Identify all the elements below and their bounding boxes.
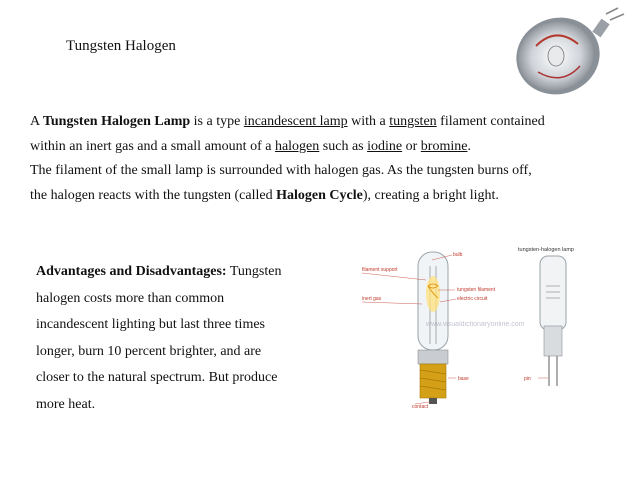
advantages-line-5: closer to the natural spectrum. But produce [36, 370, 278, 385]
halogen-reflector-lamp-image [506, 6, 632, 101]
term-tungsten-halogen-lamp: Tungsten Halogen Lamp [42, 114, 191, 129]
advantages-line-6: more heat. [36, 396, 96, 412]
advantages-line-3: incandescent lighting but last three times [36, 317, 265, 332]
intro-line-4: the halogen reacts with the tungsten (called Halogen Cycle), creating a bright light. [30, 187, 499, 203]
advantages-line-1: Advantages and Disadvantages: Tungsten [36, 264, 282, 279]
link-incandescent-lamp[interactable]: incandescent lamp [243, 114, 348, 129]
diagram-title: tungsten-halogen lamp [518, 247, 574, 253]
label-filament-support: filament support [362, 267, 398, 273]
label-inert-gas: inert gas [362, 296, 382, 302]
advantages-line-2: halogen costs more than common [36, 290, 225, 306]
label-electric-circuit: electric circuit [457, 296, 488, 302]
link-iodine[interactable]: iodine [367, 138, 403, 154]
advantages-paragraph [36, 259, 336, 418]
watermark: www.visualdictionaryonline.com [426, 321, 525, 328]
intro-line-2: within an inert gas and a small amount of a halogen such as iodine or bromine. [30, 138, 471, 154]
slide-title: Tungsten Halogen [66, 38, 176, 54]
lamp-diagram [360, 246, 622, 416]
link-bromine[interactable]: bromine [420, 138, 468, 154]
link-tungsten[interactable]: tungsten [389, 114, 437, 129]
term-halogen-cycle: Halogen Cycle [276, 187, 363, 203]
intro-paragraph [30, 110, 620, 208]
label-contact: contact [412, 404, 429, 410]
label-base: base [458, 376, 469, 382]
intro-line-1: A Tungsten Halogen Lamp is a type incandescent lamp with a tungsten filament contained [30, 114, 545, 129]
label-pin: pin [524, 376, 531, 382]
label-bulb: bulb [453, 252, 463, 258]
label-tungsten-filament: tungsten filament [457, 287, 496, 293]
intro-line-3: The filament of the small lamp is surrounded with halogen gas. As the tungsten burns off, [30, 163, 532, 178]
advantages-heading: Advantages and Disadvantages: [36, 264, 227, 279]
link-halogen[interactable]: halogen [274, 138, 320, 154]
advantages-line-4: longer, burn 10 percent brighter, and are [36, 343, 262, 359]
